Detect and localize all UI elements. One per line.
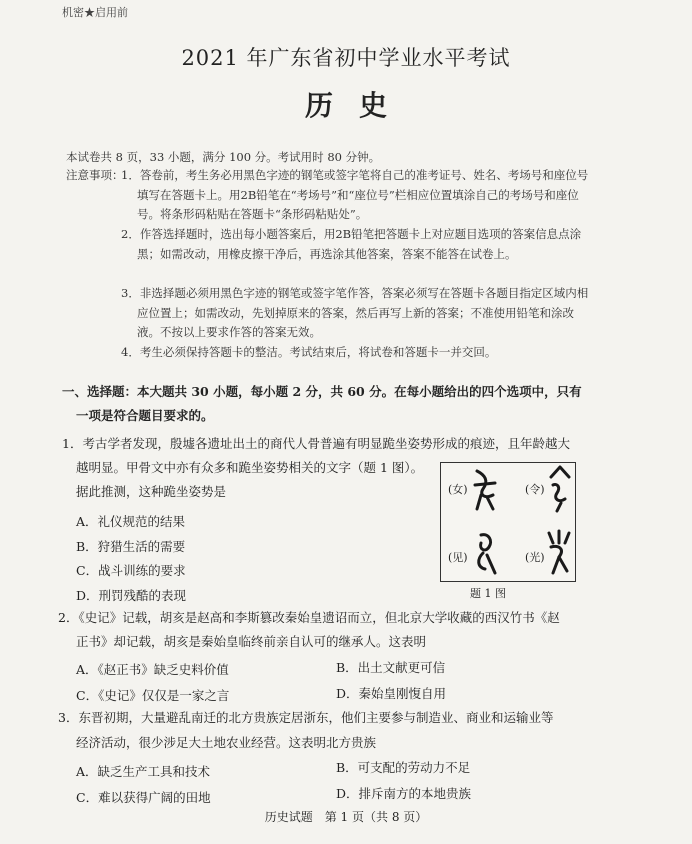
section-line-1: 一、选择题：本大题共 30 小题，每小题 2 分，共 60 分。在每小题给出的四个选项中，只有 (62, 384, 582, 399)
figure-label-nv: (女) (448, 483, 468, 496)
question-1-line-3: 据此推测，这种跪坐姿势是 (76, 484, 227, 499)
note-item-2: 2．作答选择题时，选出每小题答案后，用2B铅笔把答题卡上对应题目选项的答案信息点涂黑；如需改动，用橡皮擦干净后，再选涂其他答案，答案不能答在试卷上。 (121, 227, 582, 261)
question-2-line-1: 2．《史记》记载，胡亥是赵高和李斯篡改秦始皇遗诏而立，但北京大学收藏的西汉竹书《赵 (58, 610, 560, 625)
q2-option-c: C．《史记》仅仅是一家之言 (76, 688, 230, 703)
figure-caption: 题 1 图 (470, 587, 506, 600)
oracle-bone-figure (440, 462, 576, 582)
exam-title: 2021 年广东省初中学业水平考试 (181, 46, 511, 70)
exam-intro: 本试卷共 8 页，33 小题，满分 100 分。考试用时 80 分钟。 (66, 150, 381, 164)
q1-option-a: A．礼仪规范的结果 (76, 514, 186, 529)
question-3-line-1: 3．东晋初期，大量避乱南迁的北方贵族定居浙东，他们主要参与制造业、商业和运输业等 (58, 710, 554, 725)
q3-option-d: D．排斥南方的本地贵族 (336, 786, 472, 801)
q3-option-a: A．缺乏生产工具和技术 (76, 764, 211, 779)
section-line-2: 一项是符合题目要求的。 (76, 408, 214, 423)
question-1-line-1: 1．考古学者发现，殷墟各遗址出土的商代人骨普遍有明显跪坐姿势形成的痕迹，且年龄越大 (62, 436, 570, 451)
question-2-line-2: 正书》却记载，胡亥是秦始皇临终前亲自认可的继承人。这表明 (76, 634, 427, 649)
confidential-mark: 机密★启用前 (62, 6, 128, 19)
q2-option-d: D．秦始皇刚愎自用 (336, 686, 447, 701)
note-item-4: 4．考生必须保持答题卡的整洁。考试结束后，将试卷和答题卡一并交回。 (121, 345, 497, 359)
oracle-glyph-jian-icon (471, 529, 501, 577)
oracle-glyph-nv-icon (471, 465, 501, 513)
question-3-line-2: 经济活动，很少涉足大土地农业经营。这表明北方贵族 (76, 735, 377, 750)
note-item-3: 3．非选择题必须用黑色字迹的钢笔或签字笔作答，答案必须写在答题卡各题目指定区域内相应位置上；如需改动，先划掉原来的答案，然后再写上新的答案；不准使用铅笔和涂改液。不按以上要求作答的答案无效。 (121, 286, 589, 339)
q1-option-d: D．刑罚残酷的表现 (76, 588, 187, 603)
figure-label-guang: (光) (525, 551, 545, 564)
q1-option-c: C．战斗训练的要求 (76, 563, 186, 578)
question-1-line-2: 越明显。甲骨文中亦有众多和跪坐姿势相关的文字（题 1 图）。 (76, 460, 424, 475)
section-heading (62, 380, 632, 428)
figure-label-jian: (见) (448, 551, 468, 564)
q2-option-a: A．《赵正书》缺乏史料价值 (76, 662, 229, 677)
notes-label: 注意事项： (66, 168, 124, 182)
subject-title: 历史 (304, 89, 413, 122)
q1-option-b: B．狩猎生活的需要 (76, 539, 186, 554)
page-footer: 历史试题 第 1 页（共 8 页） (264, 810, 428, 824)
figure-label-ling: (令) (525, 483, 545, 496)
note-item-1: 1．答卷前，考生务必用黑色字迹的钢笔或签字笔将自己的准考证号、姓名、考场号和座位号填写在答题卡上。用2B铅笔在“考场号”和“座位号”栏相应位置填涂自己的考场号和座位号。将条形码粘贴在答题卡“条形码粘贴处”。 (121, 168, 589, 221)
q3-option-b: B．可支配的劳动力不足 (336, 760, 471, 775)
q3-option-c: C．难以获得广阔的田地 (76, 790, 211, 805)
q2-option-b: B．出土文献更可信 (336, 660, 446, 675)
oracle-glyph-guang-icon (545, 529, 573, 577)
oracle-glyph-ling-icon (547, 465, 573, 513)
